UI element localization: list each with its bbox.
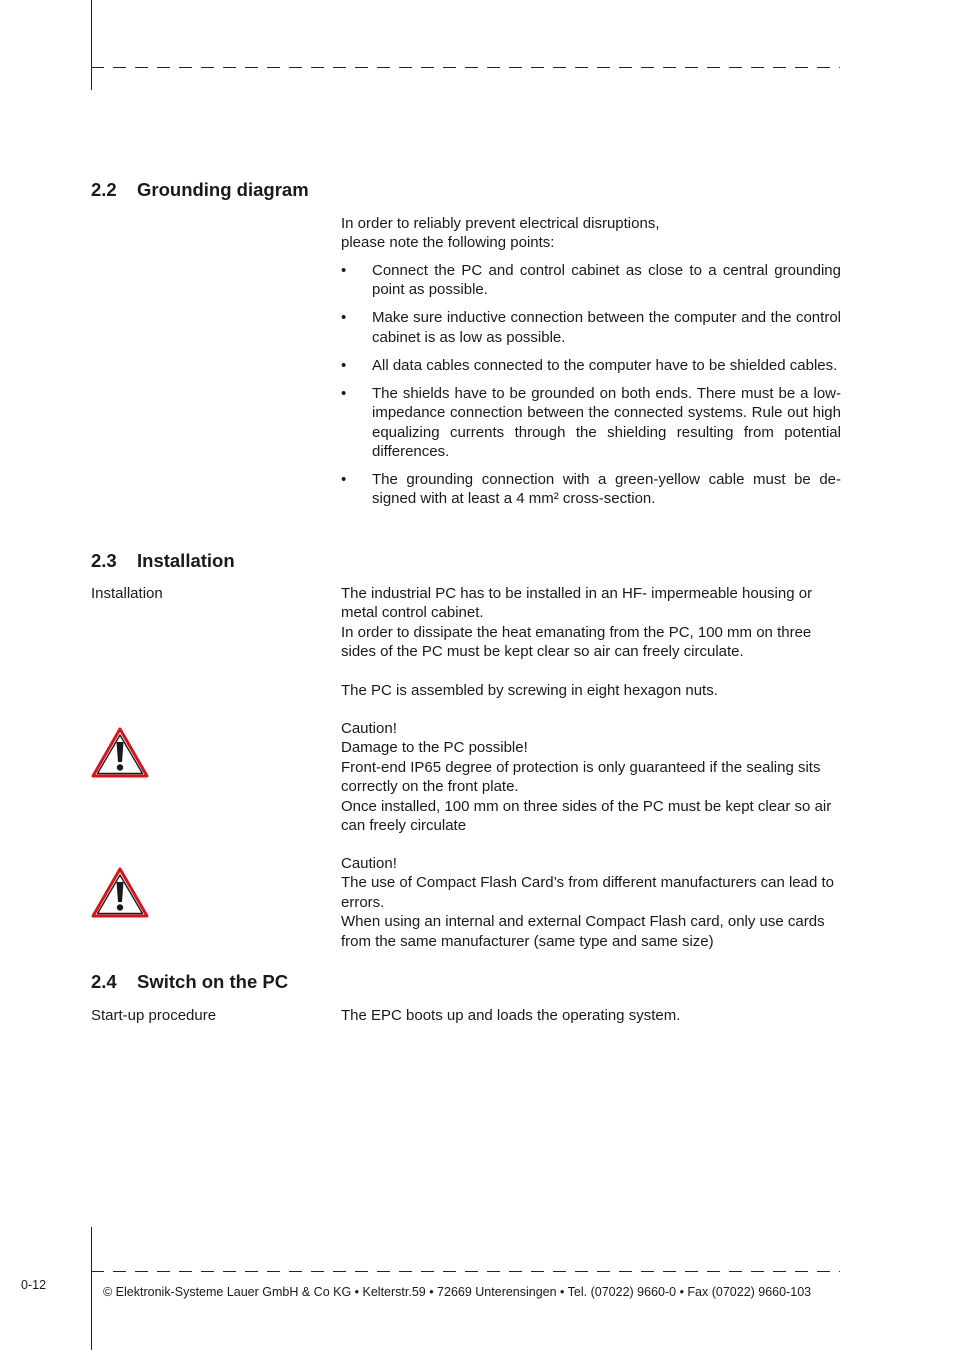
- bullet-glyph: •: [341, 356, 347, 374]
- caution-line: Front-end IP65 degree of protection is only guaranteed if the sealing sits correctly on the front plate.: [341, 758, 821, 796]
- section-title: Grounding diagram: [137, 179, 309, 200]
- grounding-bullet-list: [341, 261, 841, 517]
- bullet-text: The grounding connection with a green-yellow cable must be de-signed with at least a 4 mm² cross-section.: [372, 471, 841, 508]
- section-heading-grounding: [91, 179, 309, 201]
- list-item: [341, 356, 841, 375]
- warning-triangle-icon: [91, 727, 149, 779]
- warning-triangle-icon: [91, 867, 149, 919]
- side-label-startup: Start-up procedure: [91, 1007, 217, 1024]
- section-number: 2.2: [91, 179, 117, 200]
- intro-line: In order to reliably prevent electrical disruptions,: [341, 215, 660, 232]
- caution-title: Caution!: [341, 720, 397, 737]
- section-title: Installation: [137, 550, 235, 571]
- caution-line: Once installed, 100 mm on three sides of the PC must be kept clear so air can freely circulate: [341, 797, 832, 835]
- bullet-text: Connect the PC and control cabinet as close to a central grounding point as possible.: [372, 262, 841, 299]
- page-number: 0-12: [21, 1278, 47, 1292]
- bullet-text: All data cables connected to the computer have to be shielded cables.: [372, 356, 838, 374]
- intro-line: please note the following points:: [341, 234, 555, 252]
- section-heading-switch-on: [91, 971, 288, 993]
- grounding-intro: [341, 214, 841, 253]
- list-item: [341, 470, 841, 509]
- bullet-glyph: •: [341, 309, 347, 327]
- section-heading-installation: [91, 550, 235, 572]
- caution-line: The use of Compact Flash Card’s from different manufacturers can lead to errors.: [341, 874, 835, 911]
- top-margin-line: [91, 0, 92, 90]
- side-label-installation: Installation: [91, 585, 163, 602]
- installation-text: [341, 584, 841, 662]
- list-item: [341, 261, 841, 300]
- section-number: 2.3: [91, 550, 117, 571]
- caution-line: Damage to the PC possible!: [341, 739, 528, 757]
- bullet-glyph: •: [341, 384, 347, 402]
- bullet-glyph: •: [341, 471, 347, 489]
- caution-block-2: [341, 854, 841, 951]
- startup-text: The EPC boots up and loads the operating system.: [341, 1007, 681, 1024]
- bullet-glyph: •: [341, 262, 347, 279]
- paragraph: The PC is assembled by screwing in eight hexagon nuts.: [341, 682, 718, 699]
- paragraph: The industrial PC has to be installed in an HF- impermeable housing or metal control cabinet.: [341, 585, 813, 622]
- bullet-text: The shields have to be grounded on both ends. There must be a low-impedance connection between the connected systems. Rule out high equalizing currents through the shielding resulting from potential differences.: [372, 384, 841, 461]
- paragraph: In order to dissipate the heat emanating from the PC, 100 mm on three sides of the PC must be kept clear so air can freely circulate.: [341, 623, 812, 661]
- header-dashed-rule: [91, 67, 840, 68]
- bottom-margin-line: [91, 1227, 92, 1350]
- bullet-text: Make sure inductive connection between the computer and the control cabinet is as low as possible.: [372, 309, 841, 346]
- section-title: Switch on the PC: [137, 971, 289, 992]
- caution-title: Caution!: [341, 855, 397, 872]
- caution-block-1: [341, 719, 841, 835]
- section-number: 2.4: [91, 971, 117, 992]
- list-item: [341, 384, 841, 462]
- footer-dashed-rule: [91, 1271, 840, 1272]
- list-item: [341, 308, 841, 347]
- caution-line: When using an internal and external Compact Flash card, only use cards from the same manufacturer (same type and same size): [341, 913, 825, 950]
- footer-text: © Elektronik-Systeme Lauer GmbH & Co KG • Kelterstr.59 • 72669 Unterensingen • Tel. (07022) 9660-0 • Fax (07022) 9660-103: [103, 1285, 812, 1299]
